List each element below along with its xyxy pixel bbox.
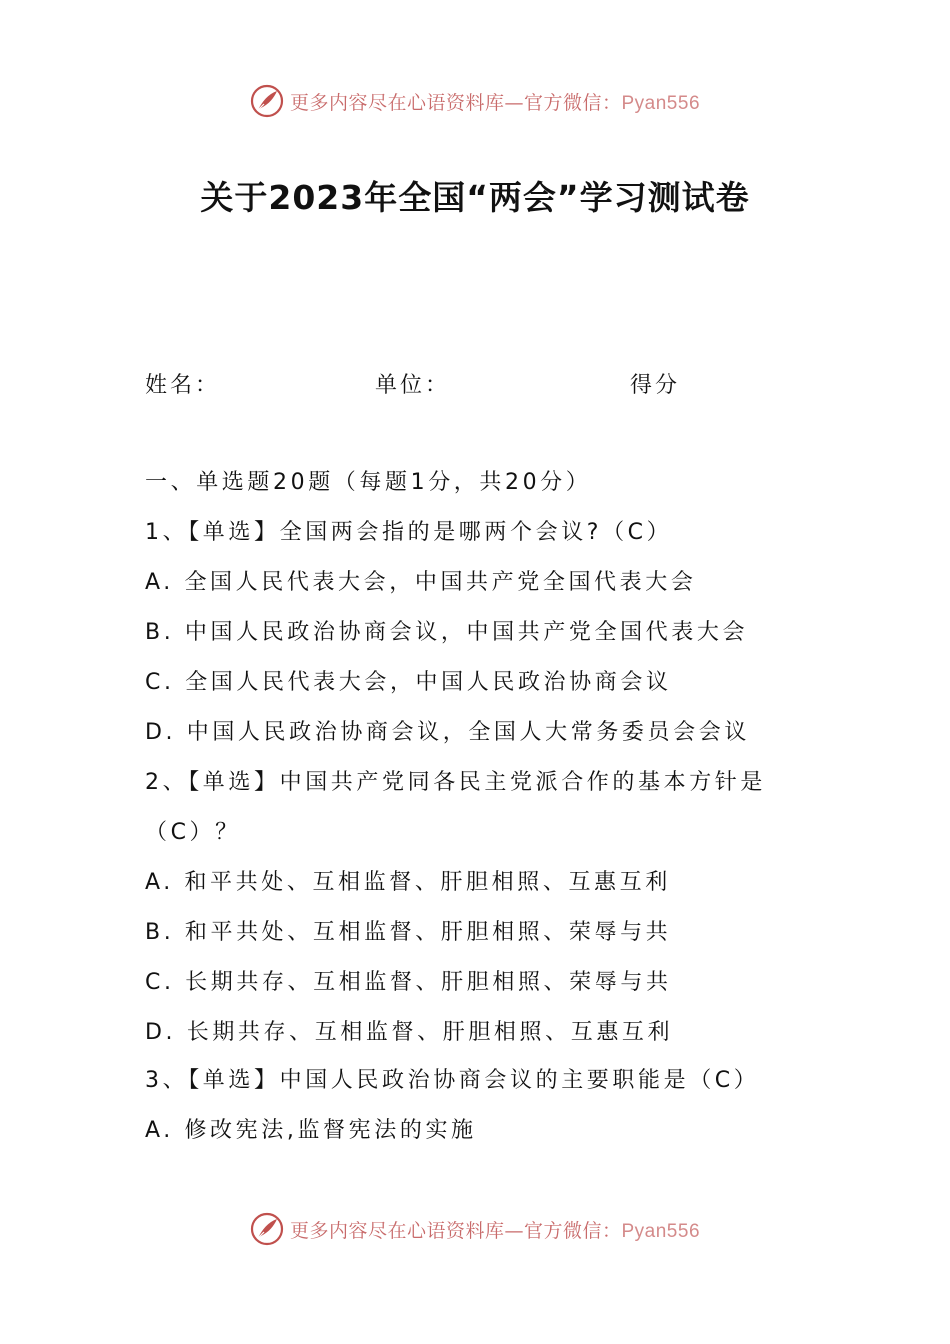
score-label: 得分 xyxy=(630,373,681,398)
option-b: B. 和平共处、互相监督、肝胆相照、荣辱与共 xyxy=(145,920,672,945)
footer-watermark xyxy=(0,1212,950,1246)
quill-logo-icon xyxy=(250,1212,284,1246)
option-d: D. 长期共存、互相监督、肝胆相照、互惠互利 xyxy=(145,1020,674,1045)
watermark-text: 更多内容尽在心语资料库—官方微信：Pyan556 xyxy=(289,91,701,114)
option-c: C. 全国人民代表大会，中国人民政治协商会议 xyxy=(145,670,672,695)
question-stem: 3、【单选】中国人民政治协商会议的主要职能是（C） xyxy=(145,1068,760,1093)
header-watermark xyxy=(0,84,950,118)
option-d: D. 中国人民政治协商会议，全国人大常务委员会会议 xyxy=(145,720,750,745)
question-stem-continuation: （C）？ xyxy=(145,820,241,845)
watermark-text: 更多内容尽在心语资料库—官方微信：Pyan556 xyxy=(289,1219,701,1242)
option-a: A. 修改宪法,监督宪法的实施 xyxy=(145,1118,477,1143)
quill-logo-icon xyxy=(250,84,284,118)
option-b: B. 中国人民政治协商会议，中国共产党全国代表大会 xyxy=(145,620,749,645)
option-a: A. 和平共处、互相监督、肝胆相照、互惠互利 xyxy=(145,870,671,895)
name-label: 姓名： xyxy=(145,373,221,398)
page-title: 关于2023年全国“两会”学习测试卷 xyxy=(200,178,750,217)
option-c: C. 长期共存、互相监督、肝胆相照、荣辱与共 xyxy=(145,970,672,995)
question-stem: 2、【单选】中国共产党同各民主党派合作的基本方针是 xyxy=(145,770,766,795)
unit-label: 单位： xyxy=(375,373,451,398)
option-a: A. 全国人民代表大会，中国共产党全国代表大会 xyxy=(145,570,697,595)
question-stem: 1、【单选】全国两会指的是哪两个会议?（C） xyxy=(145,520,673,545)
section-heading: 一、单选题20题（每题1分，共20分） xyxy=(145,470,592,495)
